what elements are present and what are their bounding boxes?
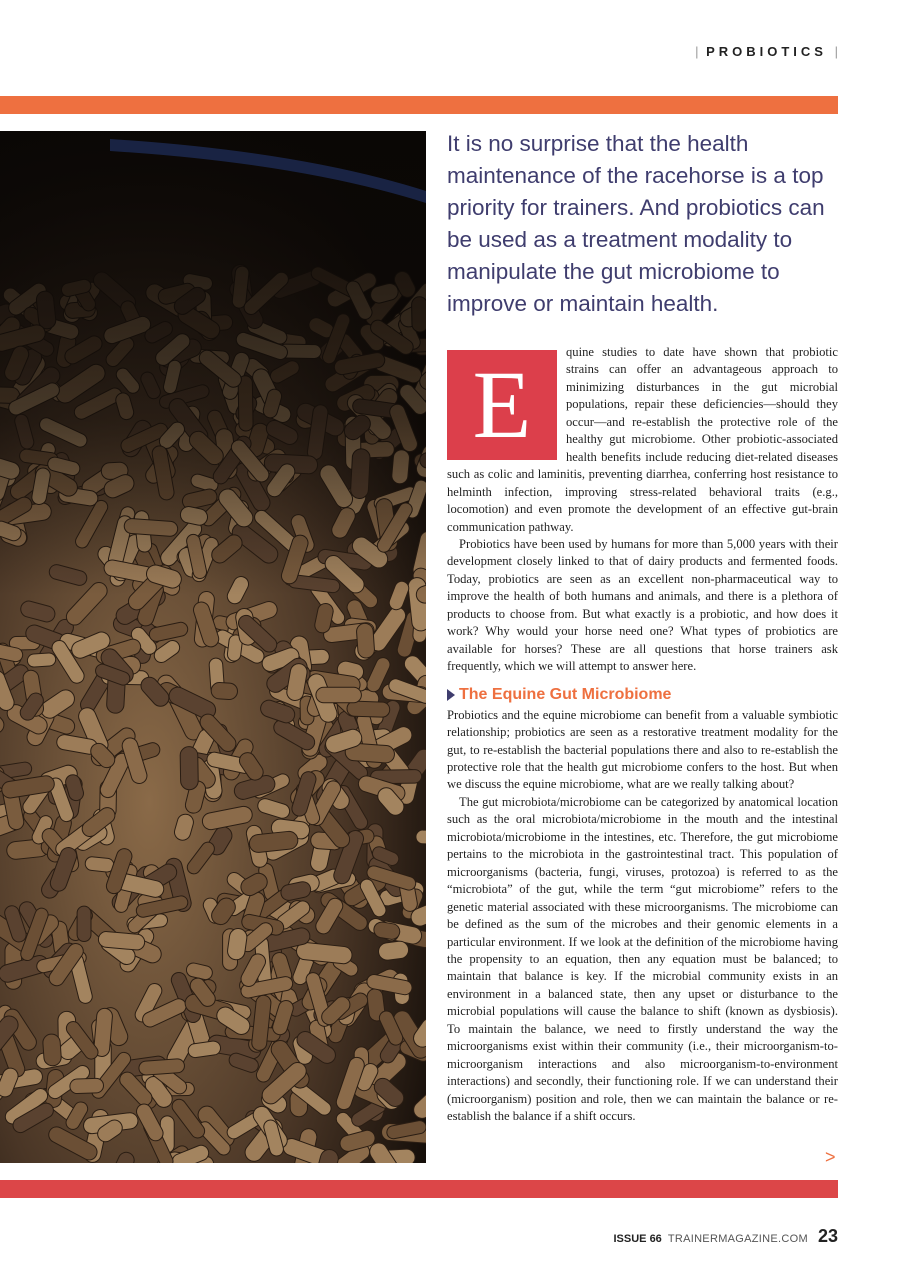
divider: | (695, 44, 699, 59)
page-footer (614, 1226, 839, 1247)
pellets-illustration (0, 131, 426, 1163)
divider: | (834, 44, 838, 59)
drop-cap: E (447, 350, 557, 460)
section-label: PROBIOTICS (706, 44, 827, 59)
pull-quote: It is no surprise that the health maintenance of the racehorse is a top priority for trainers. And probiotics can be used as a treatment modality to manipulate the gut microbiome to improve or maintain health. (447, 131, 825, 316)
section-tag (695, 44, 838, 59)
paragraph: Probiotics and the equine microbiome can benefit from a valuable symbiotic relationship; probiotics are seen as a restorative treatment modality for the gut, to re-establish the bacterial populations there and also to re-establish the protective role that the health gut microbiome confers to the host. But when we discuss the equine microbiome, what are we really talking about? (447, 707, 838, 792)
article-body (447, 344, 838, 1125)
paragraph: Probiotics have been used by humans for more than 5,000 years with their development closely linked to that of dairy products and fermented foods. Today, probiotics are seen as an excellent non-pharmaceutical way to improve the health of both humans and animals, and there is a plethora of products to choose from. But what exactly is a probiotic, and how does it work? Why would your horse need one? What types of probiotics are available for horses? These are all questions that horse trainers ask frequently, which we will attempt to answer here. (447, 536, 838, 674)
triangle-bullet-icon (447, 689, 455, 701)
top-accent-stripe (0, 96, 838, 114)
section-heading-text: The Equine Gut Microbiome (459, 685, 672, 703)
bottom-accent-stripe (0, 1180, 838, 1198)
issue-number: ISSUE 66 (613, 1233, 662, 1245)
website: TRAINERMAGAZINE.COM (667, 1233, 808, 1245)
section-heading (447, 685, 838, 705)
paragraph: The gut microbiota/microbiome can be categorized by anatomical location such as the oral microbiota/microbiome in the mouth and the intestinal microbiota/microbiome in the intestines, etc. Therefore, the gut microbiome pertains to the microbiota in the gastrointestinal tract. This population of microorganisms (bacteria, fungi, viruses, protozoa) is referred to as the “microbiota” of the gut, while the term “gut microbiome” refers to the genetic material associated with these microorganisms. The microbiome can be defined as the sum of the microbes and their genomic elements in a particular environment. If we look at the definition of the microbiome having the propensity to an equation, then any equation must be balanced; to maintain that balance is key. If the microbial community exists in an environment in a balanced state, then any upset or disturbance to the microbial populations will cause the balance to shift (known as dysbiosis). To maintain the balance, we need to firstly understand the way the microorganisms exist within their community (i.e., their microorganism-to-microorganism interactions and also microorganism-to-environment interactions) and secondly, their functioning role. If we can understand their (microorganism) position and role, then we can maintain the balance or re-establish the balance if a shift occurs. (447, 794, 838, 1124)
paragraph: quine studies to date have shown that probiotic strains can offer an advantageous approach to minimizing disturbances in the gut microbial populations, repair these deficiencies—should they occur—and re-establish the protective role of the healthy gut microbiome. Other probiotic-associated health benefits include reducing diet-related diseases such as colic and laminitis, preventing diarrhea, conferring host resistance to helminth infection, improving stress-related behavioral traits (e.g., locomotion) and even promote the development of an effective gut-brain communication pathway. (447, 345, 838, 534)
feed-pellets-photo (0, 131, 426, 1163)
continue-arrow-icon: > (825, 1147, 836, 1167)
page-number: 23 (817, 1226, 838, 1246)
